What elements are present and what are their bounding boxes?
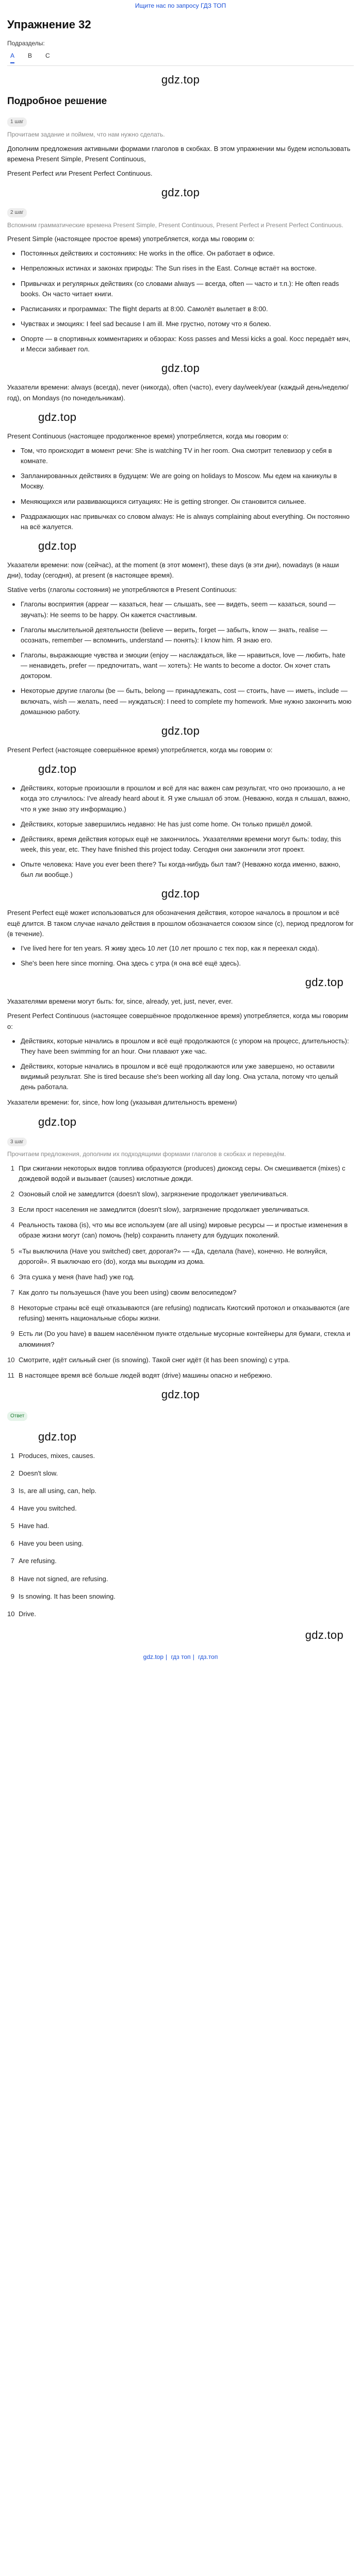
answer-item: 4 Have you switched.	[10, 1504, 77, 1513]
present-continuous-markers: Указатели времени: now (сейчас), at the moment (в этот момент), these days (в эти дни), nowadays (в наши дни), today (сегодня), at present (в настоящее время).	[7, 561, 339, 580]
answer-item: 2 Doesn't slow.	[10, 1469, 58, 1477]
exercise-list	[7, 1163, 354, 1381]
list-item: Запланированных действиях в будущем: We are going on holidays to Moscow. Мы едем на каникулы в Москву.	[7, 471, 354, 492]
exercise-item: 3 Если прост населения не замедлится (doesn't slow), загрязнение продолжает увеличиваться.	[10, 1206, 310, 1214]
list-item: She's been here since morning. Она здесь с утра (я она всё ещё здесь).	[7, 958, 354, 969]
exercise-item: 11 В настоящее время всё больше людей водят (drive) машины опасно и небрежно.	[7, 1371, 272, 1379]
step-badge: 1 шаг	[7, 117, 27, 127]
list-item: Чувствах и эмоциях: I feel sad because I am ill. Мне грустно, потому что я болею.	[7, 319, 354, 329]
answer-list	[7, 1451, 354, 1619]
list-item: Глаголы, выражающие чувства и эмоции (enjoy — наслаждаться, like — нравиться, love — любить, hate — ненавидеть, prefer — предпочитать, want — хотеть): He wants to become a doctor. Он хочет стать доктором.	[7, 650, 354, 681]
answer-item: 3 Is, are all using, can, help.	[10, 1486, 97, 1495]
tab-c[interactable]: C	[45, 52, 50, 60]
answer-item: 1 Produces, mixes, causes.	[10, 1451, 95, 1460]
present-perfect-continuous-markers: Указатели времени: for, since, how long (указывая длительность времени)	[7, 1098, 237, 1107]
list-item: Опыте человека: Have you ever been there? Ты когда-нибудь был там? (Неважно когда именно, важно, был ли вообще.)	[7, 859, 354, 880]
present-perfect-list	[7, 783, 354, 880]
list-item: Постоянных действиях и состояниях: He works in the office. Он работает в офисе.	[7, 248, 354, 259]
answer-badge: Ответ	[7, 1412, 27, 1421]
present-perfect-markers: Указателями времени могут быть: for, since, already, yet, just, never, ever.	[7, 997, 233, 1006]
step-badge: 2 шаг	[7, 208, 27, 217]
list-item: Глаголы восприятия (appear — казаться, hear — слышать, see — видеть, seem — казаться, sound — звучать): He seems to be happy. Он кажется счастливым.	[7, 599, 354, 620]
watermark: gdz.top	[38, 1430, 77, 1443]
present-simple-list	[7, 248, 354, 354]
exercise-item: 6 Эта сушка у меня (have had) уже год.	[10, 1273, 135, 1281]
list-item: Действиях, которые начались в прошлом и всё ещё продолжаются или уже завершено, но оставили видимый результат. She is tired because she's been working all day long. Она устала, потому что целый день работала.	[7, 1061, 354, 1092]
present-continuous-list	[7, 446, 354, 532]
list-item: Привычках и регулярных действиях (со словами always — всегда, often — часто и т.п.): He often reads books. Он часто читает книги.	[7, 279, 354, 299]
stative-verbs-intro: Stative verbs (глаголы состояния) не употребляются в Present Continuous:	[7, 586, 237, 594]
list-item: I've lived here for ten years. Я живу здесь 10 лет (10 лет прошло с тех пор, как я переехал сюда).	[7, 943, 354, 954]
watermark: gdz.top	[161, 362, 200, 375]
list-item: Некоторые другие глаголы (be — быть, belong — принадлежать, cost — стоить, have — иметь, include — включать, wish — желать, need — нуждаться): I need to complete my homework. Мне нужно закончить мою домашнюю работу.	[7, 686, 354, 717]
answer-block	[7, 1409, 354, 1644]
step-text: Present Perfect или Present Perfect Continuous.	[7, 169, 153, 177]
exercise-item: 1 При сжигании некоторых видов топлива образуются (produces) диоксид серы. Он смешивается (mixes) с дождевой водой и вызывает (causes) кислотные дожди.	[10, 1164, 346, 1182]
watermark: gdz.top	[161, 887, 200, 901]
answer-item: 10 Drive.	[7, 1609, 36, 1618]
present-simple-markers: Указатели времени: always (всегда), never (никогда), often (часто), every day/week/year (каждый день/неделю/год), on Mondays (по понедельникам).	[7, 383, 349, 402]
list-item: Непреложных истинах и законах природы: The Sun rises in the East. Солнце встаёт на востоке.	[7, 263, 354, 274]
step-3	[7, 1136, 354, 1381]
present-perfect-intro: Present Perfect (настоящее совершённое время) употребляется, когда мы говорим о:	[7, 745, 273, 754]
present-continuous-intro: Present Continuous (настоящее продолженное время) употребляется, когда мы говорим о:	[7, 432, 289, 440]
exercise-item: 4 Реальность такова (is), что мы все используем (are all using) мировые ресурсы — и простые изменения в образе жизни могут (can) помочь (help) сохранить планету для будущих поколений.	[10, 1221, 348, 1240]
step-hint: Вспомним грамматические времена Present Simple, Present Continuous, Present Perfect и Present Perfect Continuous.	[7, 221, 343, 229]
exercise-item: 5 «Ты выключила (Have you switched) свет, дорогая?» — «Да, сделала (have), конечно. Не волнуйся, дорогой». Я выключаю его (do), когда мы выходим из дома.	[10, 1247, 327, 1265]
page-title: Упражнение 32	[7, 18, 91, 31]
list-item: Действиях, которые произошли в прошлом и всё для нас важен сам результат, что оно произошло, а не когда это случилось: I've already heard about it. Я уже слышал об этом. (Неважно, когда я слышал, важно, что я уже знаю эту информацию.)	[7, 783, 354, 814]
subsections-label: Подразделы:	[7, 39, 45, 47]
exercise-item: 8 Некоторые страны всё ещё отказываются (are refusing) подписать Киотский протокол и отказываются (are refusing) менять национальные сборы жизни.	[10, 1304, 350, 1323]
answer-item: 5 Have had.	[10, 1522, 50, 1530]
exercise-item: 9 Есть ли (Do you have) в вашем населённом пункте отдельные мусорные контейнеры для бумаги, стекла и алюминия?	[10, 1330, 351, 1348]
stative-verbs-list	[7, 599, 354, 717]
present-perfect-continuous-list	[7, 1036, 354, 1093]
watermark: gdz.top	[38, 762, 77, 776]
footer-link[interactable]: gdz.top	[143, 1653, 164, 1661]
step-text: Дополним предложения активными формами глаголов в скобках. В этом упражнении мы будем использовать времена Present Simple, Present Continuous,	[7, 144, 351, 163]
list-item: Действиях, время действия которых ещё не закончилось. Указателями времени могут быть: today, this week, this year, etc. They have finished this project today. Сегодня они закончили этот проект.	[7, 834, 354, 855]
list-item: Раздражающих нас привычках со словом always: He is always complaining about everything. Он постоянно на всё жалуется.	[7, 512, 354, 532]
step-1	[7, 116, 354, 179]
list-item: Опорте — в спортивных комментариях и обзорах: Koss passes and Messi kicks a goal. Косс передаёт мяч, и Месси забивает гол.	[7, 334, 354, 354]
step-2	[7, 207, 354, 1108]
present-perfect-continuous-intro: Present Perfect Continuous (настоящее совершённое продолженное время) употребляется, когда мы говорим о:	[7, 1012, 348, 1030]
list-item: Том, что происходит в момент речи: She is watching TV in her room. Она смотрит телевизор у себя в комнате.	[7, 446, 354, 466]
tab-b[interactable]: B	[28, 52, 32, 60]
list-item: Действиях, которые начались в прошлом и всё ещё продолжаются (с упором на процесс, длительность): They have been swimming for an hour. Они плавают уже час.	[7, 1036, 354, 1057]
list-item: Меняющихся или развивающихся ситуациях: He is getting stronger. Он становится сильнее.	[7, 497, 354, 507]
subsection-tabs	[7, 50, 354, 66]
footer: gdz.top | гдз топ | гдз.топ	[143, 1653, 218, 1661]
step-badge: 3 шаг	[7, 1138, 27, 1147]
present-perfect-since-text: Present Perfect ещё может использоваться для обозначения действия, которое началось в прошлом и всё ещё длится. В таком случае начало действия в прошлом обозначается союзом since (с), период предлогом for (в течение).	[7, 909, 354, 938]
exercise-item: 2 Озоновый слой не замедлится (doesn't slow), загрязнение продолжает увеличиваться.	[10, 1190, 288, 1198]
list-item: Глаголы мыслительной деятельности (believe — верить, forget — забыть, know — знать, realise — осознать, remember — вспомнить, understand — понять): I know him. Я знаю его.	[7, 625, 354, 646]
watermark: gdz.top	[161, 73, 200, 86]
present-simple-intro: Present Simple (настоящее простое время) употребляется, когда мы говорим о:	[7, 235, 255, 243]
footer-link[interactable]: гдз.топ	[198, 1653, 218, 1661]
watermark: gdz.top	[38, 410, 77, 423]
footer-link[interactable]: гдз топ	[171, 1653, 191, 1661]
list-item: Действиях, которые завершились недавно: He has just come home. Он только пришёл домой.	[7, 819, 354, 829]
watermark: gdz.top	[305, 1629, 343, 1642]
top-banner	[7, 0, 354, 14]
watermark: gdz.top	[38, 1115, 77, 1128]
watermark: gdz.top	[161, 1387, 200, 1401]
watermark: gdz.top	[38, 539, 77, 552]
watermark: gdz.top	[305, 976, 343, 989]
answer-item: 8 Have not signed, are refusing.	[10, 1574, 108, 1583]
solution-heading: Подробное решение	[7, 95, 107, 107]
exercise-item: 7 Как долго ты пользуешься (have you been using) своим велосипедом?	[10, 1288, 237, 1296]
answer-item: 6 Have you been using.	[10, 1539, 84, 1548]
exercise-item: 10 Смотрите, идёт сильный снег (is snowing). Такой снег идёт (it has been snowing) с утра.	[7, 1355, 290, 1364]
tab-a[interactable]: A	[10, 51, 14, 63]
answer-item: 9 Is snowing. It has been snowing.	[10, 1592, 116, 1600]
watermark: gdz.top	[161, 185, 200, 199]
step-hint: Прочитаем предложения, дополним их подходящими формами глаголов в скобках и переведём.	[7, 1150, 286, 1158]
watermark: gdz.top	[161, 724, 200, 737]
answer-item: 7 Are refusing.	[10, 1557, 57, 1565]
banner-link[interactable]: Ищите нас по запросу ГДЗ ТОП	[135, 2, 226, 9]
present-perfect-since-list	[7, 943, 354, 969]
step-hint: Прочитаем задание и поймем, что нам нужно сделать.	[7, 130, 165, 138]
list-item: Расписаниях и программах: The flight departs at 8:00. Самолёт вылетает в 8:00.	[7, 304, 354, 314]
